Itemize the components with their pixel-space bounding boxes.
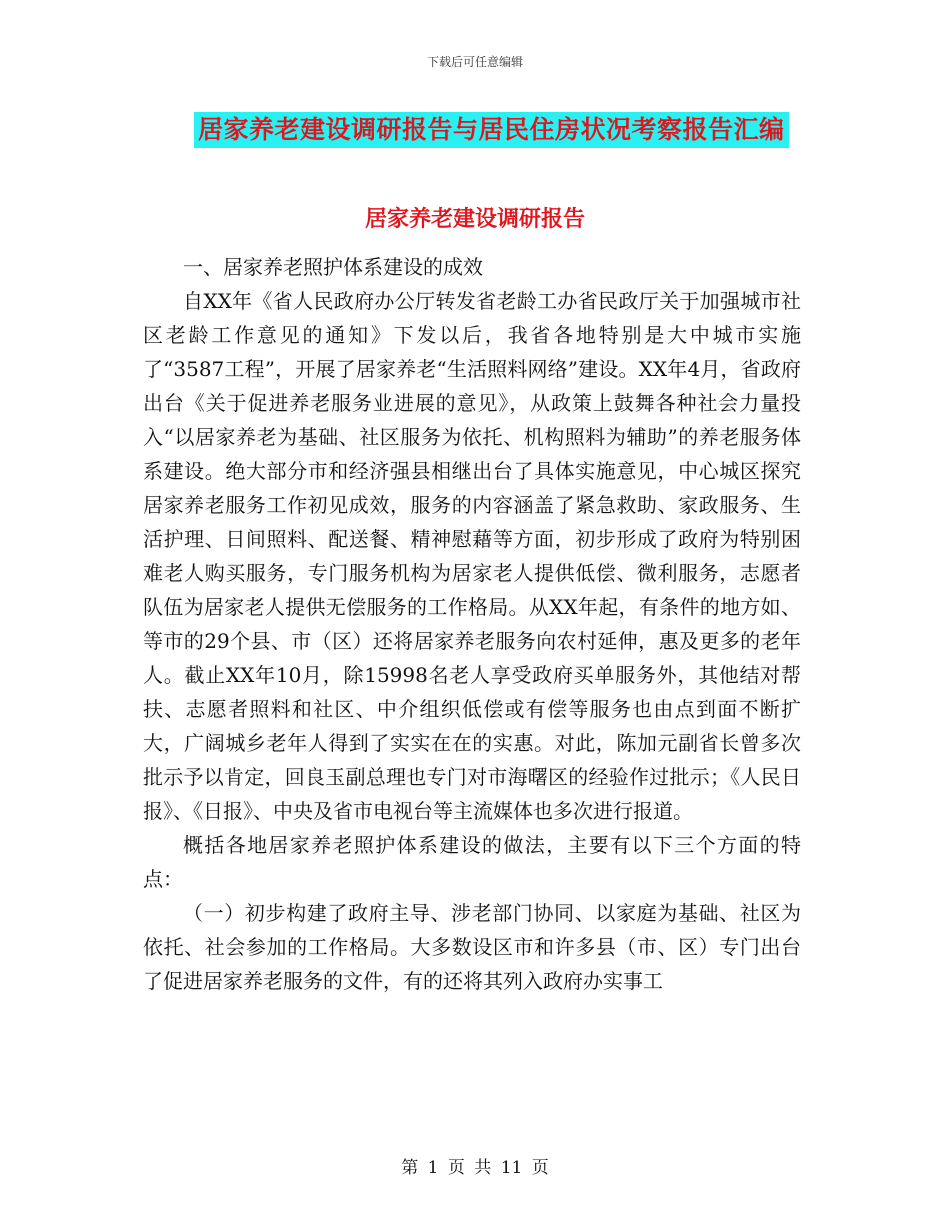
report-subtitle: 居家养老建设调研报告	[364, 206, 585, 232]
section-heading: 一、居家养老照护体系建设的成效	[183, 255, 483, 279]
page-header-note: 下载后可任意编辑	[426, 55, 523, 69]
paragraph: 概括各地居家养老照护体系建设的做法，主要有以下三个方面的特点：	[143, 833, 801, 891]
document-body	[143, 250, 801, 998]
document-title: 居家养老建设调研报告与居民住房状况考察报告汇编	[194, 112, 789, 148]
page-number: 第 1 页 共 11 页	[401, 1158, 549, 1178]
paragraph: 自XX年《省人民政府办公厅转发省老龄工办省民政厅关于加强城市社区老龄工作意见的通知》下发以后，我省各地特别是大中城市实施了“3587工程”，开展了居家养老“生活照料网络”建设。XX年4月，省政府出台《关于促进养老服务业进展的意见》，从政策上鼓舞各种社会力量投入“以居家养老为基础、社区服务为依托、机构照料为辅助”的养老服务体系建设。绝大部分市和经济强县相继出台了具体实施意见，中心城区探究居家养老服务工作初见成效，服务的内容涵盖了紧急救助、家政服务、生活护理、日间照料、配送餐、精神慰藉等方面，初步形成了政府为特别困难老人购买服务，专门服务机构为居家老人提供低偿、微利服务，志愿者队伍为居家老人提供无偿服务的工作格局。从XX年起，有条件的地方如、等市的29个县、市（区）还将居家养老服务向农村延伸，惠及更多的老年人。截止XX年10月，除15998名老人享受政府买单服务外，其他结对帮扶、志愿者照料和社区、中介组织低偿或有偿等服务也由点到面不断扩大，广阔城乡老年人得到了实实在在的实惠。对此，陈加元副省长曾多次批示予以肯定，回良玉副总理也专门对市海曙区的经验作过批示；《人民日报》、《日报》、中央及省市电视台等主流媒体也多次进行报道。	[143, 289, 801, 823]
paragraph: （一）初步构建了政府主导、涉老部门协同、以家庭为基础、社区为依托、社会参加的工作格局。大多数设区市和许多县（市、区）专门出台了促进居家养老服务的文件，有的还将其列入政府办实事工	[143, 901, 801, 993]
